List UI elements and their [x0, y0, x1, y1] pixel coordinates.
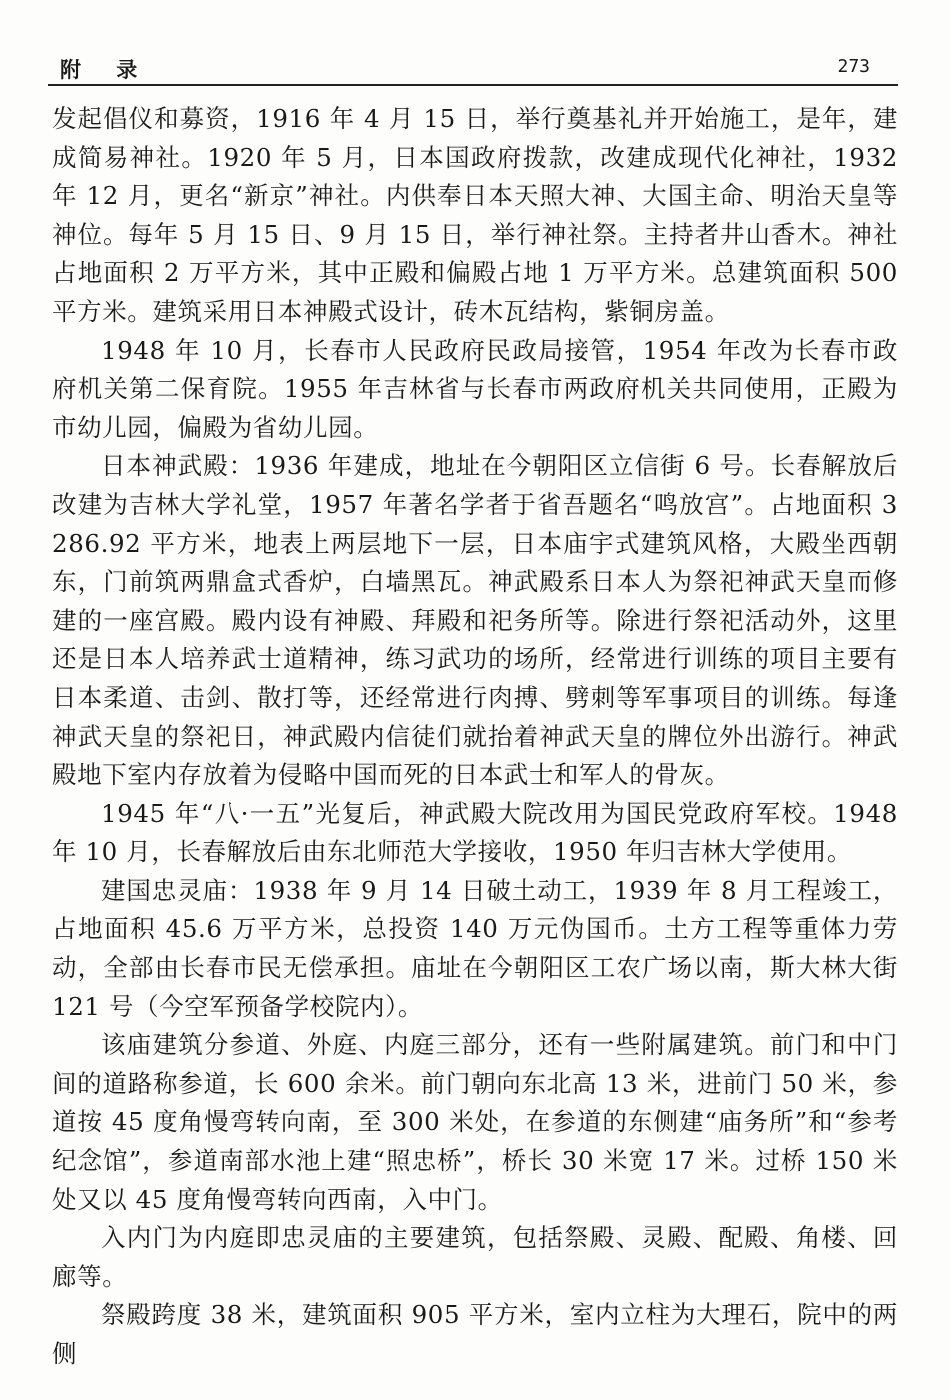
paragraph-jinmu-hall: 日本神武殿：1936 年建成，地址在今朝阳区立信街 6 号。长春解放后改建为吉林大学礼堂，1957 年著名学者于省吾题名“鸣放宫”。占地面积 3 286.92 平方米，地表上两层地下一层，日本庙宇式建筑风格，大殿坐西朝东，门前筑两鼎盒式香炉，白墙黑瓦。神武殿系日本人为祭祀神武天皇而修建的一座宫殿。殿内设有神殿、拜殿和祀务所等。除进行祭祀活动外，这里还是日本人培养武士道精神，练习武功的场所，经常进行训练的项目主要有日本柔道、击剑、散打等，还经常进行肉搏、劈刺等军事项目的训练。每逢神武天皇的祭祀日，神武殿内信徒们就抬着神武天皇的牌位外出游行。神武殿地下室内存放着为侵略中国而死的日本武士和军人的骨灰。	[52, 451, 898, 790]
paragraph-sacrificial-hall: 祭殿跨度 38 米，建筑面积 905 平方米，室内立柱为大理石，院中的两侧	[52, 1300, 898, 1368]
page-number: 273	[837, 56, 870, 77]
paragraph-jinmu-hall-postwar: 1945 年“八·一五”光复后，神武殿大院改用为国民党政府军校。1948 年 10 月，长春解放后由东北师范大学接收，1950 年归吉林大学使用。	[52, 798, 898, 867]
paragraph-temple-layout: 该庙建筑分参道、外庭、内庭三部分，还有一些附属建筑。前门和中门间的道路称参道，长 600 余米。前门朝向东北高 13 米，进前门 50 米，参道按 45 度角慢弯转向南，至 300 米处，在参道的东侧建“庙务所”和“参考纪念馆”，参道南部水池上建“照忠桥”，桥长 30 米宽 17 米。过桥 150 米处又以 45 度角慢弯转向西南，入中门。	[52, 1030, 898, 1214]
body-text	[52, 100, 898, 1374]
paragraph-shrine-description: 发起倡仪和募资，1916 年 4 月 15 日，举行奠基礼并开始施工，是年，建成简易神社。1920 年 5 月，日本国政府拨款，改建成现代化神社，1932 年 12 月，更名“新京”神社。内供奉日本天照大神、大国主命、明治天皇等神位。每年 5 月 15 日、9 月 15 日，举行神社祭。主持者井山香木。神社占地面积 2 万平方米，其中正殿和偏殿占地 1 万平方米。总建筑面积 500 平方米。建筑采用日本神殿式设计，砖木瓦结构，紫铜房盖。	[52, 104, 898, 326]
paragraph-shrine-postwar: 1948 年 10 月，长春市人民政府民政局接管，1954 年改为长春市政府机关第二保育院。1955 年吉林省与长春市两政府机关共同使用，正殿为市幼儿园，偏殿为省幼儿园。	[52, 335, 898, 442]
paragraph-loyal-spirits-temple: 建国忠灵庙：1938 年 9 月 14 日破土动工，1939 年 8 月工程竣工，占地面积 45.6 万平方米，总投资 140 万元伪国币。土方工程等重体力劳动，全部由长春市民无偿承担。庙址在今朝阳区工农广场以南，斯大林大街 121 号（今空军预备学校院内）。	[52, 875, 898, 1021]
paragraph-inner-court: 入内门为内庭即忠灵庙的主要建筑，包括祭殿、灵殿、配殿、角楼、回廊等。	[52, 1223, 898, 1291]
section-label: 附 录	[60, 57, 152, 82]
running-header	[48, 50, 898, 86]
